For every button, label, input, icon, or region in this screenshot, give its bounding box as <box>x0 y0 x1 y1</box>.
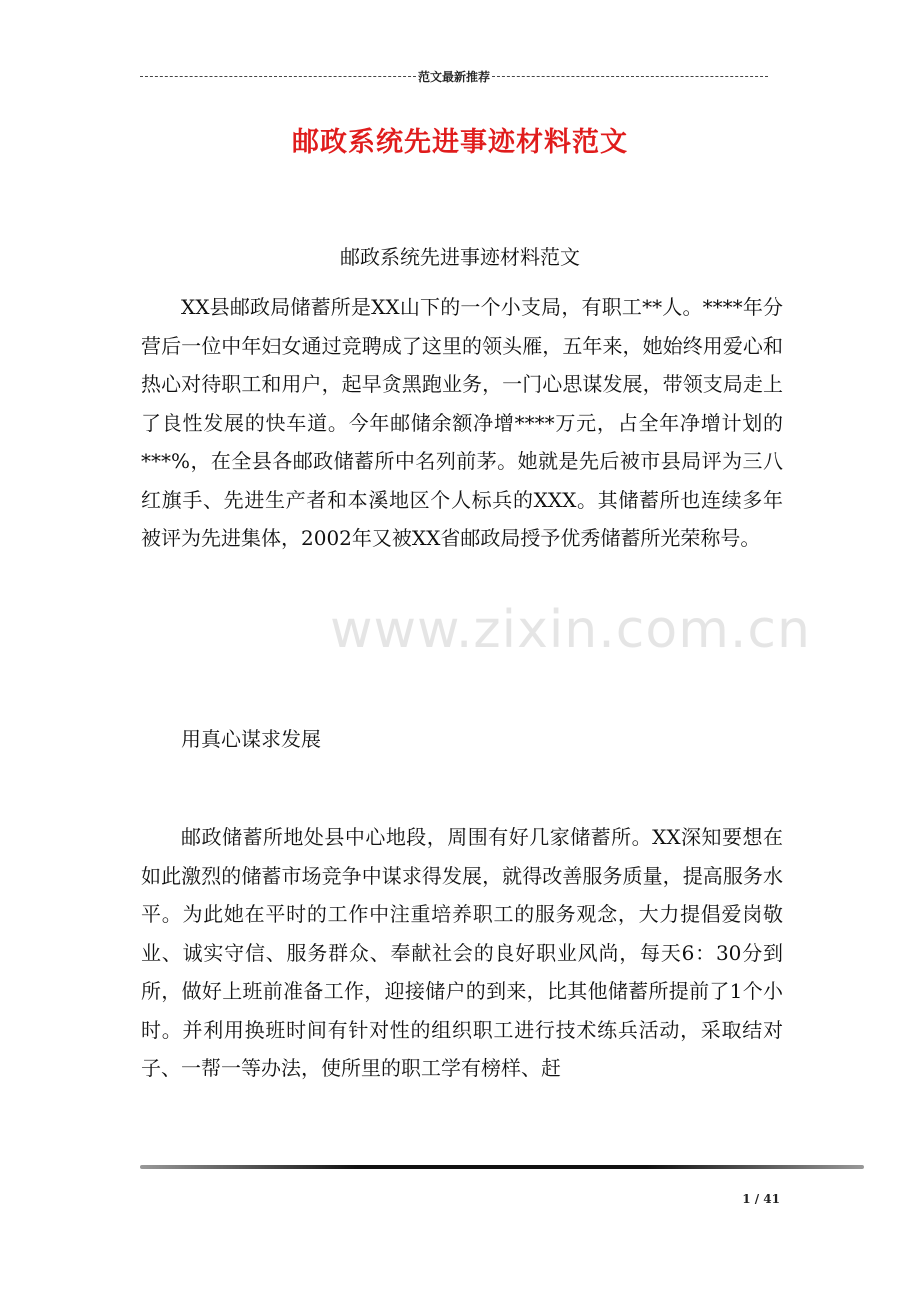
page-number: 1 / 41 <box>742 1192 780 1206</box>
body-paragraph-development: 邮政储蓄所地处县中心地段，周围有好几家储蓄所。XX深知要想在如此激烈的储蓄市场竞争中谋求得发展，就得改善服务质量，提高服务水平。为此她在平时的工作中注重培养职工的服务观念，大力提倡爱岗敬业、诚实守信、服务群众、奉献社会的良好职业风尚，每天6：30分到所，做好上班前准备工作，迎接储户的到来，比其他储蓄所提前了1个小时。并利用换班时间有针对性的组织职工进行技术练兵活动，采取结对子、一帮一等办法，使所里的职工学有榜样、赶 <box>141 825 783 1080</box>
document-title: 邮政系统先进事迹材料范文 <box>292 127 628 158</box>
header-banner <box>140 68 768 85</box>
footer-divider <box>140 1165 864 1169</box>
header-dashed-line-left <box>140 76 416 77</box>
body-paragraph-intro: XX县邮政局储蓄所是XX山下的一个小支局，有职工**人。****年分营后一位中年妇女通过竞聘成了这里的领头雁，五年来，她始终用爱心和热心对待职工和用户，起早贪黑跑业务，一门心思谋发展，带领支局走上了良性发展的快车道。今年邮储余额净增****万元，占全年净增计划的***%，在全县各邮政储蓄所中名列前茅。她就是先后被市县局评为三八红旗手、先进生产者和本溪地区个人标兵的XXX。其储蓄所也连续多年被评为先进集体，2002年又被XX省邮政局授予优秀储蓄所光荣称号。 <box>141 295 783 550</box>
header-dashed-line-right <box>492 76 768 77</box>
watermark: www.zixin.com.cn <box>330 600 811 660</box>
section-heading: 用真心谋求发展 <box>181 727 321 751</box>
header-label: 范文最新推荐 <box>418 70 491 84</box>
document-subtitle: 邮政系统先进事迹材料范文 <box>340 245 580 269</box>
